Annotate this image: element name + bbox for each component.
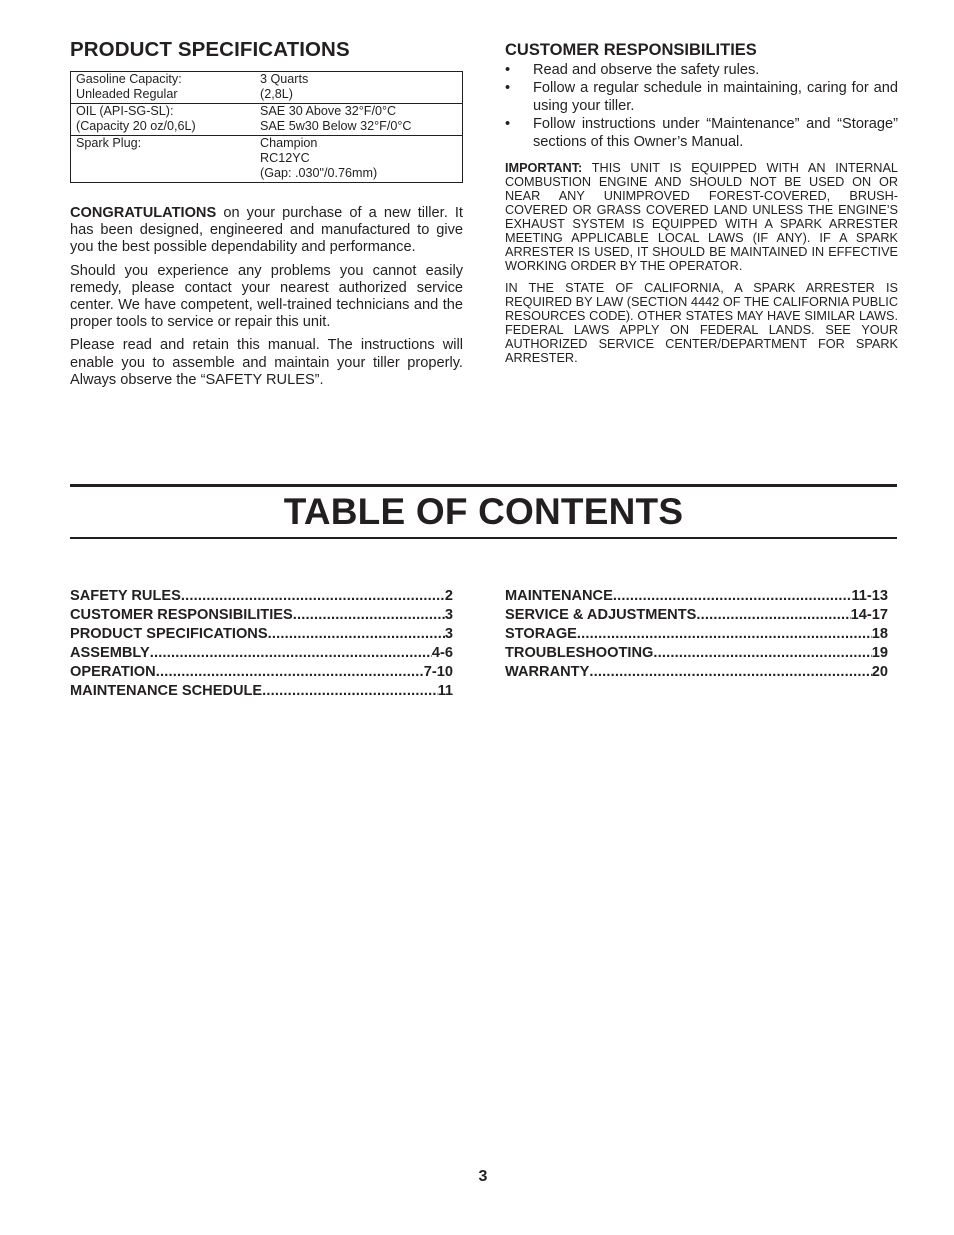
spec-value-line: (Gap: .030"/0.76mm): [260, 166, 378, 180]
spec-label-line: Spark Plug:: [76, 136, 142, 150]
toc-entry-label: OPERATION: [70, 663, 156, 680]
spec-value-line: (2,8L): [260, 87, 293, 101]
toc-entry-label: TROUBLESHOOTING: [505, 644, 654, 661]
toc-entry-label: PRODUCT SPECIFICATIONS: [70, 625, 268, 642]
toc-entry-label: CUSTOMER RESPONSIBILITIES: [70, 606, 293, 623]
toc-leader-dots: [268, 625, 445, 644]
toc-bottom-rule: [70, 537, 897, 539]
spec-value-line: SAE 5w30 Below 32°F/0°C: [260, 119, 412, 133]
customer-responsibilities-heading: CUSTOMER RESPONSIBILITIES: [505, 41, 757, 59]
spec-value-line: SAE 30 Above 32°F/0°C: [260, 104, 397, 118]
right-column: [505, 40, 898, 365]
toc-entry-page: 7-10: [423, 663, 453, 680]
spec-row-gasoline: [71, 72, 463, 104]
toc-entry-page: 11: [437, 682, 453, 699]
product-specifications-heading: PRODUCT SPECIFICATIONS: [70, 38, 350, 61]
toc-entry-page: 20: [871, 663, 888, 680]
toc-entry-assembly[interactable]: [70, 644, 453, 663]
spec-value: [255, 72, 463, 104]
congratulations-lead: CONGRATULATIONS: [70, 205, 217, 221]
toc-leader-dots: [577, 625, 872, 644]
spec-label: [71, 136, 256, 183]
toc-entry-maintenance-schedule[interactable]: [70, 682, 453, 701]
list-item: • Read and observe the safety rules.: [505, 62, 898, 79]
toc-leader-dots: [150, 644, 432, 663]
toc-entry-page: 11-13: [851, 588, 888, 604]
spec-label: [71, 104, 256, 136]
page-number: 3: [478, 1168, 488, 1185]
important-text: THIS UNIT IS EQUIPPED WITH AN INTERNAL COMBUSTION ENGINE AND SHOULD NOT BE USED ON OR NEAR ANY UNIMPROVED FOREST-COVERED, BRUSH-COVERED OR GRASS COVERED LAND UNLESS THE ENGINE’S EXHAUST SYSTEM IS EQUIPPED WITH A SPARK ARRESTER MEETING APPLICABLE LOCAL LAWS (IF ANY). IF A SPARK ARRESTER IS USED, IT SHOULD BE MAINTAINED IN EFFECTIVE WORKING ORDER BY THE OPERATOR.: [505, 161, 898, 274]
toc-entry-page: 19: [871, 644, 888, 661]
toc-leader-dots: [262, 682, 437, 701]
toc-leader-dots: [696, 606, 850, 625]
toc-entry-page: 14-17: [850, 606, 888, 623]
toc-title: TABLE OF CONTENTS: [283, 491, 684, 532]
toc-entry-storage[interactable]: [505, 625, 888, 644]
toc-entry-label: MAINTENANCE: [505, 588, 613, 604]
toc-leader-dots: [589, 663, 871, 682]
toc-entry-page: 2: [444, 588, 453, 604]
left-column: [70, 38, 463, 389]
spec-label-line: Gasoline Capacity:: [76, 72, 182, 86]
toc-entry-label: WARRANTY: [505, 663, 590, 680]
toc-entry-page: 3: [444, 625, 453, 642]
toc-entry-label: SAFETY RULES: [70, 588, 181, 604]
toc-top-rule: [70, 484, 897, 487]
spec-label-line: (Capacity 20 oz/0,6L): [76, 119, 196, 133]
spec-value-line: 3 Quarts: [260, 72, 309, 86]
california-notice: IN THE STATE OF CALIFORNIA, A SPARK ARRESTER IS REQUIRED BY LAW (SECTION 4442 OF THE CALIFORNIA PUBLIC RESOURCES CODE). OTHER STATES MAY HAVE SIMILAR LAWS. FEDERAL LAWS APPLY ON FEDERAL LANDS. SEE YOUR AUTHORIZED SERVICE CENTER/DEPARTMENT FOR SPARK ARRESTER.: [505, 281, 898, 366]
product-specifications-table: [70, 71, 463, 183]
important-label: IMPORTANT:: [505, 161, 583, 176]
toc-entry-label: MAINTENANCE SCHEDULE: [70, 682, 263, 699]
problems-paragraph: Should you experience any problems you cannot easily remedy, please contact your nearest authorized service center. We have competent, well-trained technicians and the proper tools to service or repair this unit.: [70, 262, 463, 331]
toc-entry-product-specifications[interactable]: [70, 625, 453, 644]
toc-leader-dots: [156, 663, 424, 682]
toc-leader-dots: [653, 644, 871, 663]
toc-left-column: [70, 587, 453, 700]
toc-entry-label: ASSEMBLY: [70, 644, 150, 661]
toc-entry-warranty[interactable]: [505, 663, 888, 682]
spec-value: [255, 104, 463, 136]
toc-leader-dots: [181, 587, 445, 606]
spec-value: [255, 136, 463, 183]
toc-entry-label: SERVICE & ADJUSTMENTS: [505, 606, 697, 623]
congratulations-text: on your purchase of a new tiller. It has been designed, engineered and manufactured to give you the best possible dependability and performance.: [70, 205, 463, 256]
list-item: • Follow a regular schedule in maintaining, caring for and using your tiller.: [505, 80, 898, 115]
toc-entry-page: 3: [444, 606, 453, 623]
spec-value-line: RC12YC: [260, 151, 310, 165]
toc-entry-page: 4-6: [431, 644, 453, 661]
toc-leader-dots: [293, 606, 445, 625]
important-notice: [505, 161, 898, 273]
retain-manual-paragraph: Please read and retain this manual. The instructions will enable you to assemble and maintain your tiller properly. Always observe the “SAFETY RULES”.: [70, 337, 463, 388]
spec-row-oil: [71, 104, 463, 136]
spec-label-line: Unleaded Regular: [76, 87, 178, 101]
toc-entry-troubleshooting[interactable]: [505, 644, 888, 663]
spec-label-line: OIL (API-SG-SL):: [76, 104, 174, 118]
customer-responsibilities-list: [505, 62, 898, 151]
toc-entry-customer-responsibilities[interactable]: [70, 606, 453, 625]
spec-row-spark-plug: [71, 136, 463, 183]
spec-value-line: Champion: [260, 136, 318, 150]
toc-entry-service-adjustments[interactable]: [505, 606, 888, 625]
congratulations-paragraph: [70, 205, 463, 257]
toc-entry-safety-rules[interactable]: [70, 587, 453, 606]
list-item: • Follow instructions under “Maintenance” and “Storage” sections of this Owner’s Manual.: [505, 116, 898, 151]
toc-entry-label: STORAGE: [505, 625, 577, 642]
toc-entry-operation[interactable]: [70, 663, 453, 682]
toc-leader-dots: [613, 587, 852, 606]
spec-label: [71, 72, 256, 104]
toc-entry-maintenance[interactable]: [505, 587, 888, 606]
toc-right-column: [505, 587, 888, 682]
toc-entry-page: 18: [871, 625, 888, 642]
